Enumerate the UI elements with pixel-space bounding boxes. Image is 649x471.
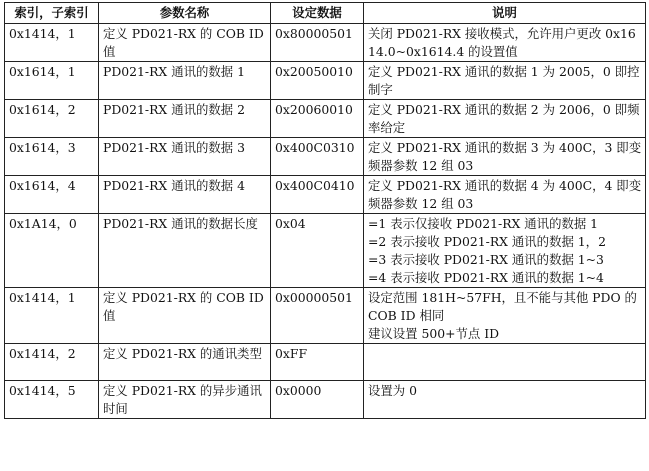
header-index: 索引，子索引 [5, 3, 99, 24]
table-header-row [5, 3, 646, 24]
cell-set-value: 0x80000501 [271, 24, 364, 62]
table-row [5, 138, 646, 176]
cell-param-name: PD021-RX 通讯的数据 1 [99, 62, 271, 100]
cell-index: 0x1414，2 [5, 344, 99, 381]
table-row [5, 344, 646, 381]
description-line: 定义 PD021-RX 通讯的数据 3 为 400C，3 即变频器参数 12 组 03 [368, 140, 642, 173]
parameter-table-container [4, 2, 646, 419]
cell-set-value: 0x20050010 [271, 62, 364, 100]
cell-param-name: PD021-RX 通讯的数据 4 [99, 176, 271, 214]
table-row [5, 100, 646, 138]
cell-description [364, 62, 646, 100]
header-param-name: 参数名称 [99, 3, 271, 24]
table-row [5, 288, 646, 344]
cell-description [364, 381, 646, 419]
cell-description [364, 176, 646, 214]
cell-param-name: PD021-RX 通讯的数据 3 [99, 138, 271, 176]
description-line: 设置为 0 [368, 383, 417, 398]
cell-param-name: PD021-RX 通讯的数据长度 [99, 214, 271, 288]
cell-set-value: 0x00000501 [271, 288, 364, 344]
description-line: 定义 PD021-RX 通讯的数据 4 为 400C，4 即变频器参数 12 组 03 [368, 178, 642, 211]
description-line: =1 表示仅接收 PD021-RX 通讯的数据 1 [368, 216, 599, 231]
cell-param-name: PD021-RX 通讯的数据 2 [99, 100, 271, 138]
description-line: 设定范围 181H~57FH，且不能与其他 PDO 的 COB ID 相同 [368, 290, 637, 323]
description-line: =2 表示接收 PD021-RX 通讯的数据 1，2 [368, 234, 606, 249]
header-set-value: 设定数据 [271, 3, 364, 24]
description-line: 关闭 PD021-RX 接收模式，允许用户更改 0x1614.0~0x1614.4 的设置值 [368, 26, 636, 59]
cell-index: 0x1414，1 [5, 24, 99, 62]
cell-description [364, 288, 646, 344]
cell-index: 0x1614，1 [5, 62, 99, 100]
cell-index: 0x1614，3 [5, 138, 99, 176]
cell-index: 0x1414，1 [5, 288, 99, 344]
table-row [5, 214, 646, 288]
cell-param-name: 定义 PD021-RX 的 COB ID 值 [99, 24, 271, 62]
header-description: 说明 [364, 3, 646, 24]
description-line: =3 表示接收 PD021-RX 通讯的数据 1~3 [368, 252, 604, 267]
cell-set-value: 0xFF [271, 344, 364, 381]
table-row [5, 62, 646, 100]
cell-index: 0x1614，2 [5, 100, 99, 138]
cell-param-name: 定义 PD021-RX 的通讯类型 [99, 344, 271, 381]
cell-description [364, 24, 646, 62]
description-line: =4 表示接收 PD021-RX 通讯的数据 1~4 [368, 270, 604, 285]
cell-index: 0x1614，4 [5, 176, 99, 214]
cell-set-value: 0x20060010 [271, 100, 364, 138]
description-line: 定义 PD021-RX 通讯的数据 1 为 2005，0 即控制字 [368, 64, 640, 97]
cell-index: 0x1A14，0 [5, 214, 99, 288]
cell-set-value: 0x400C0410 [271, 176, 364, 214]
cell-set-value: 0x400C0310 [271, 138, 364, 176]
description-line: 定义 PD021-RX 通讯的数据 2 为 2006，0 即频率给定 [368, 102, 640, 135]
cell-set-value: 0x04 [271, 214, 364, 288]
table-row [5, 381, 646, 419]
cell-index: 0x1414，5 [5, 381, 99, 419]
description-line: 建议设置 500+节点 ID [368, 326, 500, 341]
cell-param-name: 定义 PD021-RX 的异步通讯时间 [99, 381, 271, 419]
cell-description [364, 138, 646, 176]
cell-description [364, 214, 646, 288]
table-row [5, 24, 646, 62]
parameter-table [4, 2, 646, 419]
cell-set-value: 0x0000 [271, 381, 364, 419]
cell-description [364, 344, 646, 381]
table-row [5, 176, 646, 214]
cell-description [364, 100, 646, 138]
cell-param-name: 定义 PD021-RX 的 COB ID 值 [99, 288, 271, 344]
